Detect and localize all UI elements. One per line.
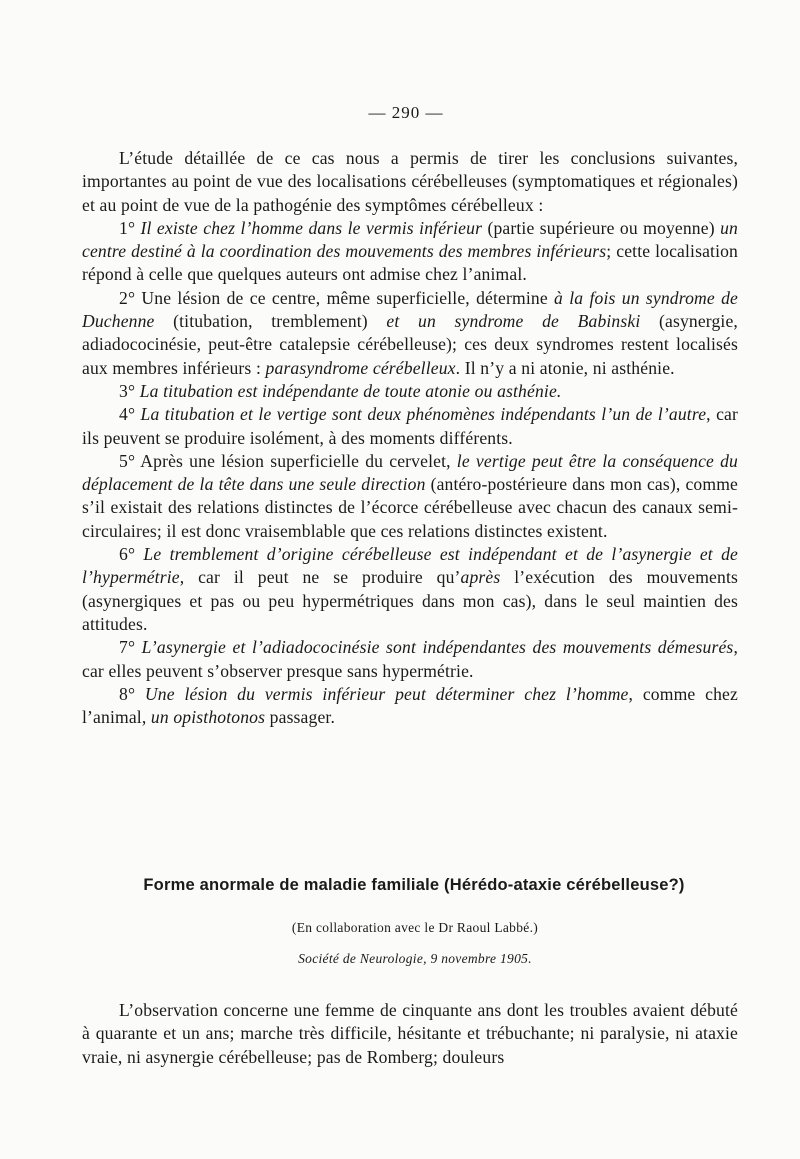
conclusion-item-6 [82,543,738,636]
italic-text: un centre destiné à la coordination des mouvements des membres inférieurs [82,217,738,262]
body-text: (antéro-postérieure dans mon cas), comme s’il existait des relations distinctes de l’écorce cérébelleuse avec chacun des canaux semi-circulaires; il est donc vraisemblable que ces relations distinctes existent. [82,474,738,541]
item-number: 6° [119,544,136,565]
italic-text: après [460,567,501,588]
body-text: , car elles peuvent s’observer presque sans hypermétrie. [82,637,738,681]
italic-text: La titubation est indépendante de toute atonie ou asthénie. [139,380,562,401]
collaboration-note: (En collaboration avec le Dr Raoul Labbé.) [291,920,539,935]
item-number: 3° [119,380,136,401]
conclusion-item-1 [82,217,738,287]
conclusion-item-8 [82,683,738,730]
body-text: . Il n’y a ni atonie, ni asthénie. [455,357,675,378]
conclusion-item-7 [82,636,738,683]
italic-text: un opisthotonos [150,707,266,728]
conclusions-intro: L’étude détaillée de ce cas nous a permis de tirer les conclusions suivantes, importantes au point de vue des localisations cérébelleuses (symptomatiques et régionales) et au point de vue de la pathogénie des symptômes cérébelleux : [82,148,738,215]
body-text: Une lésion de ce centre, même superficielle, détermine [135,287,555,308]
item-number: 1° [119,217,136,238]
italic-text: parasyndrome cérébelleux [265,357,456,378]
body-text: ; cette localisation répond à celle que quelques auteurs ont admise chez l’animal. [82,241,738,285]
body-text: (partie supérieure ou moyenne) [482,217,721,238]
italic-text: Une lésion du vermis inférieur peut déterminer chez l’homme [144,683,629,704]
conclusions-block [82,147,738,729]
conclusion-item-2 [82,287,738,380]
italic-text: le vertige peut être la conséquence du déplacement de la tête dans une seule direction [82,450,739,495]
item-number: 4° [119,404,136,425]
italic-text: Il existe chez l’homme dans le vermis inférieur [140,217,483,238]
observation-block [82,999,738,1069]
citation-text: Société de Neurologie, 9 novembre 1905. [298,951,532,966]
conclusion-item-3 [82,380,738,403]
body-text: Après une lésion superficielle du cervelet, [135,450,457,471]
italic-text: La titubation et le vertige sont deux phénomènes indépendants l’un de l’autre [140,404,707,425]
italic-text: Le tremblement d’origine cérébelleuse est indépendant et de l’asynergie et de l’hypermétrie [82,544,738,588]
body-text: , car il peut ne se produire qu’ [179,567,461,588]
body-text: , car ils peuvent se produire isolément, à des moments différents. [82,404,738,448]
body-text: l’exécution des mouvements (asynergiques et pas ou peu hypermétriques dans mon cas), dans le seul maintien des attitudes. [82,567,738,634]
body-text: passager. [265,707,336,728]
observation-paragraph: L’observation concerne une femme de cinquante ans dont les troubles avaient débuté à quarante et un ans; marche très difficile, hésitante et trébuchante; ni paralysie, ni ataxie vraie, ni asynergie cérébelleuse; pas de Romberg; douleurs [82,1000,738,1067]
source-citation [0,947,800,970]
section-title: Forme anormale de maladie familiale (Hérédo-ataxie cérébelleuse?) [143,876,685,894]
body-text: (titubation, tremblement) [154,311,387,332]
italic-text: à la fois un syndrome de Duchenne [82,287,738,332]
conclusion-item-5 [82,450,738,543]
item-number: 5° [119,450,136,471]
italic-text: et un syndrome de Babinski [386,311,641,332]
item-number: 7° [119,637,136,658]
italic-text: L’asynergie et l’adiadococinésie sont indépendantes des mouvements démesurés [141,637,734,658]
item-number: 8° [119,683,136,704]
conclusion-item-4 [82,403,738,450]
body-text: , comme chez l’animal, [82,683,738,728]
page-number: — 290 — [368,103,444,122]
item-number: 2° [119,287,136,308]
body-text: (asynergie, adiadococinésie, peut-être catalepsie cérébelleuse); ces deux syndromes restent localisés aux membres inférieurs : [82,311,738,378]
